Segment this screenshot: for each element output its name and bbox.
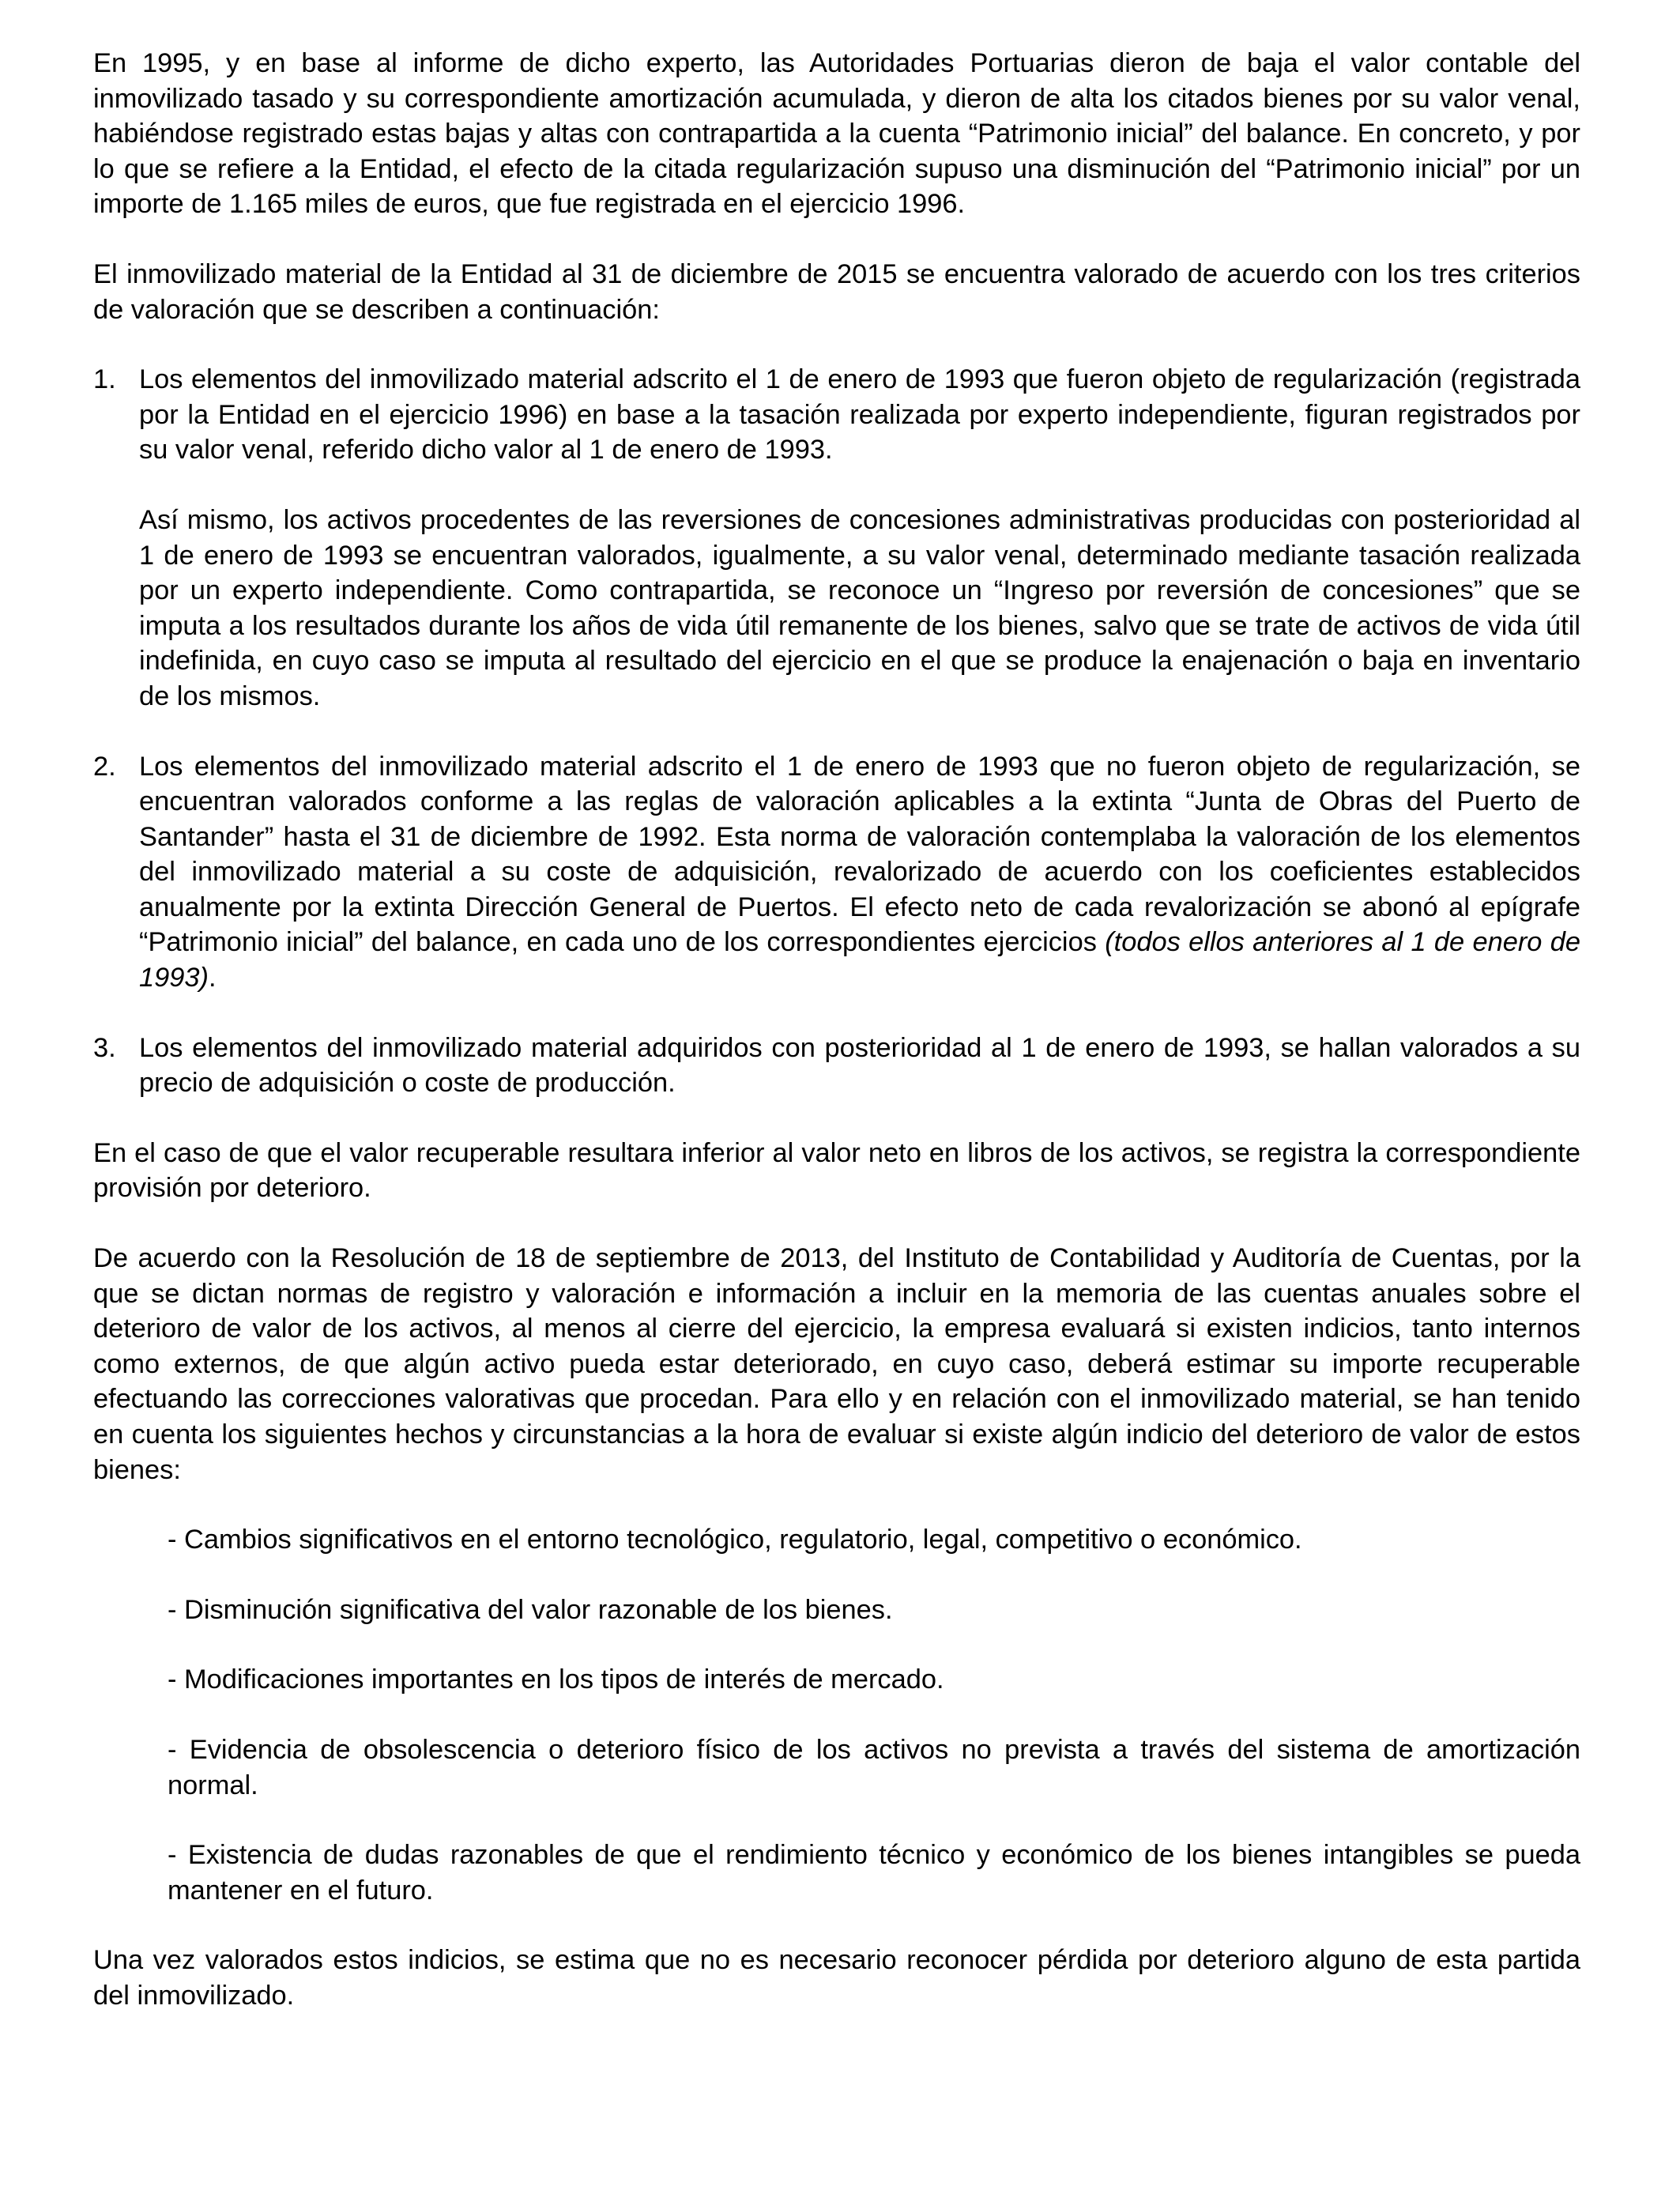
criterion-number: 3. — [93, 1032, 116, 1063]
indicator-item: - Existencia de dudas razonables de que el rendimiento técnico y económico de los bienes intangibles se pueda mantener en el futuro. — [168, 1840, 1580, 1906]
criterion-item-2 — [93, 749, 1580, 996]
criterion-text: Los elementos del inmovilizado material adquiridos con posterioridad al 1 de enero de 1993, se hallan valorados a su precio de adquisición o coste de producción. — [139, 1032, 1580, 1099]
paragraph-icac-resolution: De acuerdo con la Resolución de 18 de septiembre de 2013, del Instituto de Contabilidad y Auditoría de Cuentas, por la que se dictan normas de registro y valoración e información a incluir en la memoria de las cuentas anuales sobre el deterioro de valor de los activos, al menos al cierre del ejercicio, la empresa evaluará si existen indicios, tanto internos como externos, de que algún activo pueda estar deteriorado, en cuyo caso, deberá estimar su importe recuperable efectuando las correcciones valorativas que procedan. Para ello y en relación con el inmovilizado material, se han tenido en cuenta los siguientes hechos y circunstancias a la hora de evaluar si existe algún indicio del deterioro de valor de estos bienes: — [93, 1243, 1580, 1485]
criterion-body — [139, 749, 1580, 996]
criterion-number: 2. — [93, 751, 116, 782]
paragraph-valuation-intro: El inmovilizado material de la Entidad al 31 de diciembre de 2015 se encuentra valorado de acuerdo con los tres criterios de valoración que se describen a continuación: — [93, 258, 1580, 325]
criterion-body — [139, 362, 1580, 714]
criterion-text: Los elementos del inmovilizado material adscrito el 1 de enero de 1993 que fueron objeto de regularización (registrada por la Entidad en el ejercicio 1996) en base a la tasación realizada por experto independiente, figuran registrados por su valor venal, referido dicho valor al 1 de enero de 1993. — [139, 364, 1580, 466]
criterion-item-1 — [93, 362, 1580, 714]
paragraph-impairment-provision: En el caso de que el valor recuperable resultara inferior al valor neto en libros de los activos, se registra la correspondiente provisión por deterioro. — [93, 1137, 1580, 1204]
paragraph-regularization-1995: En 1995, y en base al informe de dicho experto, las Autoridades Portuarias dieron de baja el valor contable del inmovilizado tasado y su correspondiente amortización acumulada, y dieron de alta los citados bienes por su valor venal, habiéndose registrado estas bajas y altas con contrapartida a la cuenta “Patrimonio inicial” del balance. En concreto, y por lo que se refiere a la Entidad, el efecto de la citada regularización supuso una disminución del “Patrimonio inicial” por un importe de 1.165 miles de euros, que fue registrada en el ejercicio 1996. — [93, 48, 1580, 220]
criterion-number: 1. — [93, 364, 116, 395]
indicator-item: - Evidencia de obsolescencia o deterioro físico de los activos no prevista a través del sistema de amortización normal. — [168, 1734, 1580, 1800]
indicator-item: - Disminución significativa del valor razonable de los bienes. — [168, 1594, 893, 1625]
criterion-item-3 — [93, 1031, 1580, 1101]
indicator-item: - Modificaciones importantes en los tipos de interés de mercado. — [168, 1664, 944, 1695]
criterion-text — [139, 749, 1580, 996]
impairment-indicators-list — [93, 1522, 1580, 1908]
criterion-text-end: . — [208, 963, 217, 993]
indicator-item: - Cambios significativos en el entorno tecnológico, regulatorio, legal, competitivo o económico. — [168, 1525, 1302, 1555]
criterion-body — [139, 1031, 1580, 1101]
paragraph-conclusion: Una vez valorados estos indicios, se estima que no es necesario reconocer pérdida por deterioro alguno de esta partida del inmovilizado. — [93, 1945, 1580, 2011]
criterion-text-main: Los elementos del inmovilizado material adscrito el 1 de enero de 1993 que no fueron objeto de regularización, se encuentran valorados conforme a las reglas de valoración aplicables a la extinta “Junta de Obras del Puerto de Santander” hasta el 31 de diciembre de 1992. Esta norma de valoración contemplaba la valoración de los elementos del inmovilizado material a su coste de adquisición, revalorizado de acuerdo con los coeficientes establecidos anualmente por la extinta Dirección General de Puertos. El efecto neto de cada revalorización se abonó al epígrafe “Patrimonio inicial” del balance, en cada uno de los correspondientes ejercicios — [139, 751, 1580, 958]
criterion-text-continued: Así mismo, los activos procedentes de las reversiones de concesiones administrativas producidas con posterioridad al 1 de enero de 1993 se encuentran valorados, igualmente, a su valor venal, determinado mediante tasación realizada por un experto independiente. Como contrapartida, se reconoce un “Ingreso por reversión de concesiones” que se imputa a los resultados durante los años de vida útil remanente de los bienes, salvo que se trate de activos de vida útil indefinida, en cuyo caso se imputa al resultado del ejercicio en el que se produce la enajenación o baja en inventario de los mismos. — [139, 504, 1580, 711]
criterion-text-italic: (todos ellos anteriores al 1 de enero de 1993) — [139, 927, 1580, 993]
document-page — [93, 46, 1580, 2014]
